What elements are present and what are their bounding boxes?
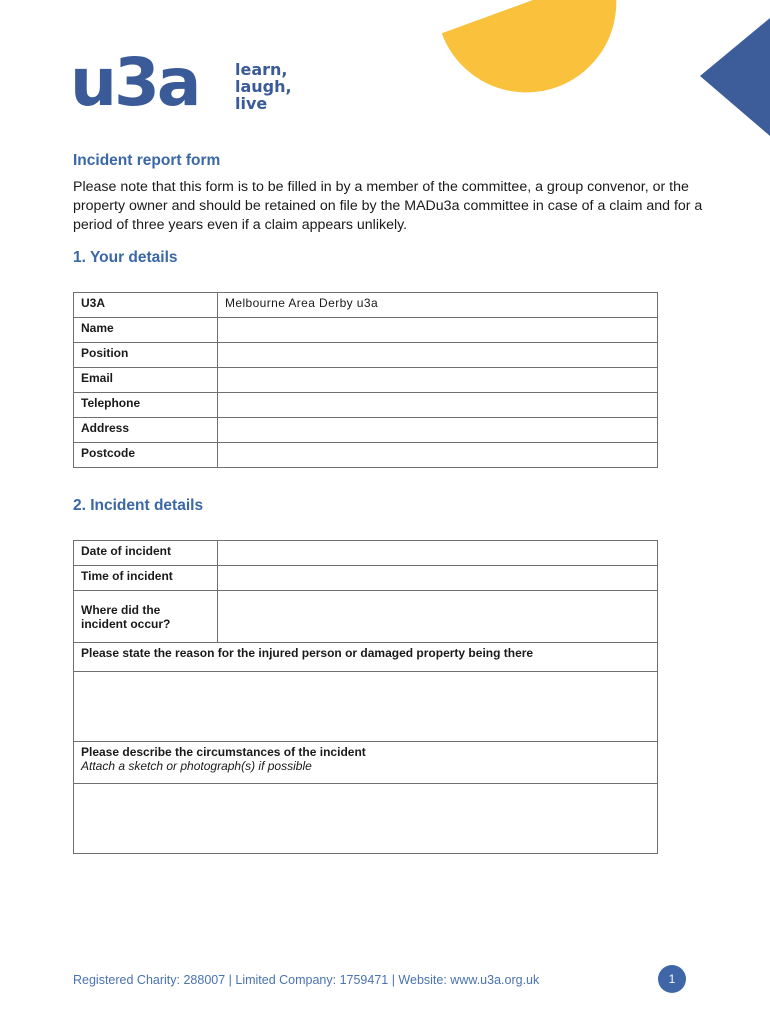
intro-paragraph: Please note that this form is to be filled in by a member of the committee, a group convenor, or the property owner and should be retained on file by the MADu3a committee in case of a claim and for a period of three years even if a claim appears unlikely. xyxy=(73,179,703,233)
your-details-table xyxy=(73,292,658,468)
table-row xyxy=(74,784,658,854)
u3a-field[interactable]: Melbourne Area Derby u3a xyxy=(218,293,658,318)
tagline-line: live xyxy=(235,94,268,113)
table-row xyxy=(74,443,658,468)
table-row xyxy=(74,541,658,566)
field-label: Telephone xyxy=(74,393,218,418)
field-label: U3A xyxy=(74,293,218,318)
tagline-line: laugh, xyxy=(235,77,292,96)
email-field[interactable] xyxy=(218,368,658,393)
circumstances-label-cell xyxy=(74,742,658,784)
table-row xyxy=(74,566,658,591)
yellow-semicircle-decoration xyxy=(440,0,640,100)
field-label: Postcode xyxy=(74,443,218,468)
page-number-badge: 1 xyxy=(658,965,686,993)
circumstances-field[interactable] xyxy=(74,784,658,854)
position-field[interactable] xyxy=(218,343,658,368)
table-row xyxy=(74,293,658,318)
table-row xyxy=(74,672,658,742)
incident-details-table xyxy=(73,540,658,854)
incident-location-field[interactable] xyxy=(218,591,658,643)
section-heading-your-details: 1. Your details xyxy=(73,249,178,266)
circumstances-hint: Attach a sketch or photograph(s) if possible xyxy=(81,759,312,773)
table-row xyxy=(74,643,658,672)
table-row xyxy=(74,318,658,343)
field-label: Email xyxy=(74,368,218,393)
form-title: Incident report form xyxy=(73,152,221,169)
reason-field[interactable] xyxy=(74,672,658,742)
u3a-logo xyxy=(70,44,310,121)
name-field[interactable] xyxy=(218,318,658,343)
field-label: Position xyxy=(74,343,218,368)
circumstances-label: Please describe the circumstances of the incident xyxy=(81,745,366,759)
blue-triangle-decoration xyxy=(700,18,770,138)
field-label: Time of incident xyxy=(74,566,218,591)
table-row xyxy=(74,742,658,784)
tagline-line: learn, xyxy=(235,60,288,79)
field-label: Name xyxy=(74,318,218,343)
field-label xyxy=(74,591,218,643)
logo-mark: u3a xyxy=(70,44,199,121)
logo-tagline xyxy=(235,62,292,113)
where-label-line: Where did the xyxy=(81,603,161,617)
table-row xyxy=(74,418,658,443)
field-label: Address xyxy=(74,418,218,443)
table-row xyxy=(74,591,658,643)
date-of-incident-field[interactable] xyxy=(218,541,658,566)
table-row xyxy=(74,393,658,418)
address-field[interactable] xyxy=(218,418,658,443)
field-label: Date of incident xyxy=(74,541,218,566)
section-heading-incident-details: 2. Incident details xyxy=(73,497,204,514)
table-row xyxy=(74,343,658,368)
table-row xyxy=(74,368,658,393)
time-of-incident-field[interactable] xyxy=(218,566,658,591)
postcode-field[interactable] xyxy=(218,443,658,468)
telephone-field[interactable] xyxy=(218,393,658,418)
reason-label: Please state the reason for the injured person or damaged property being there xyxy=(74,643,658,672)
where-label-line: incident occur? xyxy=(81,617,171,631)
footer-text: Registered Charity: 288007 | Limited Company: 1759471 | Website: www.u3a.org.uk xyxy=(73,973,540,987)
